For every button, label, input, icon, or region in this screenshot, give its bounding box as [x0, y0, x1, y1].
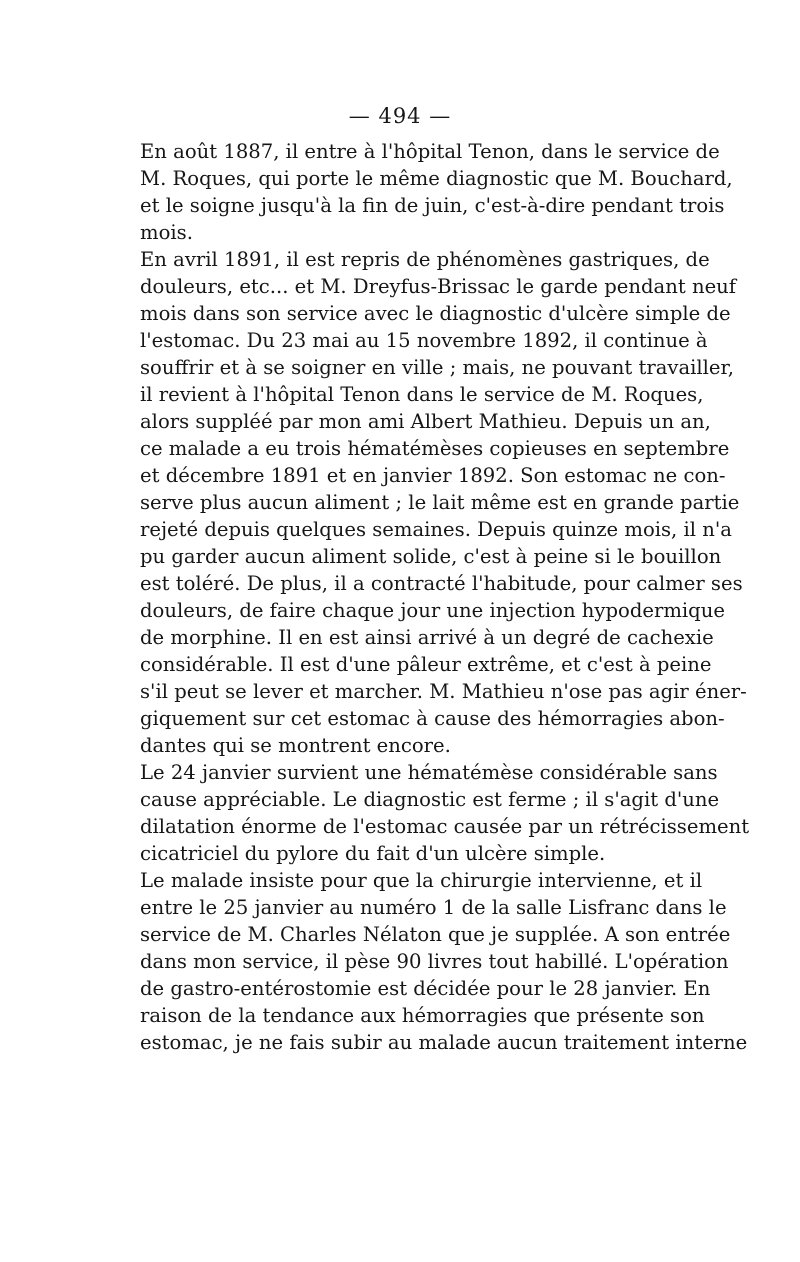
text-line: douleurs, etc... et M. Dreyfus-Brissac le garde pendant neuf	[140, 275, 737, 298]
text-line: mois dans son service avec le diagnostic d'ulcère simple de	[140, 302, 731, 325]
text-line: mois.	[140, 221, 193, 244]
text-line: estomac, je ne fais subir au malade aucun traitement interne	[140, 1031, 748, 1054]
text-line: pu garder aucun aliment solide, c'est à peine si le bouillon	[140, 545, 722, 568]
page-number: — 494 —	[348, 104, 452, 128]
text-line: ce malade a eu trois hématémèses copieuses en septembre	[140, 437, 730, 460]
text-line: cause appréciable. Le diagnostic est ferme ; il s'agit d'une	[140, 788, 720, 811]
text-line: douleurs, de faire chaque jour une injection hypodermique	[140, 599, 725, 622]
text-line: considérable. Il est d'une pâleur extrême, et c'est à peine	[140, 653, 712, 676]
text-line: cicatriciel du pylore du fait d'un ulcère simple.	[140, 842, 606, 865]
text-line: l'estomac. Du 23 mai au 15 novembre 1892, il continue à	[140, 329, 708, 352]
text-line: En août 1887, il entre à l'hôpital Tenon, dans le service de	[140, 140, 720, 163]
text-line: serve plus aucun aliment ; le lait même est en grande partie	[140, 491, 740, 514]
text-line: En avril 1891, il est repris de phénomènes gastriques, de	[140, 248, 710, 271]
text-line: Le 24 janvier survient une hématémèse considérable sans	[140, 761, 718, 784]
text-line: s'il peut se lever et marcher. M. Mathieu n'ose pas agir éner-	[140, 680, 747, 703]
text-line: et décembre 1891 et en janvier 1892. Son estomac ne con-	[140, 464, 726, 487]
text-line: dantes qui se montrent encore.	[140, 734, 451, 757]
paragraph	[140, 246, 747, 759]
text-line: giquement sur cet estomac à cause des hémorragies abon-	[140, 707, 725, 730]
text-line: service de M. Charles Nélaton que je supplée. A son entrée	[140, 923, 731, 946]
text-line: alors suppléé par mon ami Albert Mathieu. Depuis un an,	[140, 410, 711, 433]
text-line: de morphine. Il en est ainsi arrivé à un degré de cachexie	[140, 626, 714, 649]
text-line: dans mon service, il pèse 90 livres tout habillé. L'opération	[140, 950, 729, 973]
text-line: rejeté depuis quelques semaines. Depuis quinze mois, il n'a	[140, 518, 732, 541]
text-line: dilatation énorme de l'estomac causée par un rétrécissement	[140, 815, 750, 838]
text-line: de gastro-entérostomie est décidée pour le 28 janvier. En	[140, 977, 711, 1000]
paragraph	[140, 138, 733, 246]
text-line: souffrir et à se soigner en ville ; mais, ne pouvant travailler,	[140, 356, 734, 379]
text-line: est toléré. De plus, il a contracté l'habitude, pour calmer ses	[140, 572, 743, 595]
text-line: M. Roques, qui porte le même diagnostic que M. Bouchard,	[140, 167, 733, 190]
text-line: raison de la tendance aux hémorragies que présente son	[140, 1004, 705, 1027]
text-line: et le soigne jusqu'à la fin de juin, c'est-à-dire pendant trois	[140, 194, 725, 217]
paragraph	[140, 759, 750, 867]
text-line: il revient à l'hôpital Tenon dans le service de M. Roques,	[140, 383, 704, 406]
text-line: Le malade insiste pour que la chirurgie intervienne, et il	[140, 869, 703, 892]
paragraph	[140, 867, 748, 1056]
body-text	[140, 138, 750, 1056]
text-line: entre le 25 janvier au numéro 1 de la salle Lisfranc dans le	[140, 896, 727, 919]
